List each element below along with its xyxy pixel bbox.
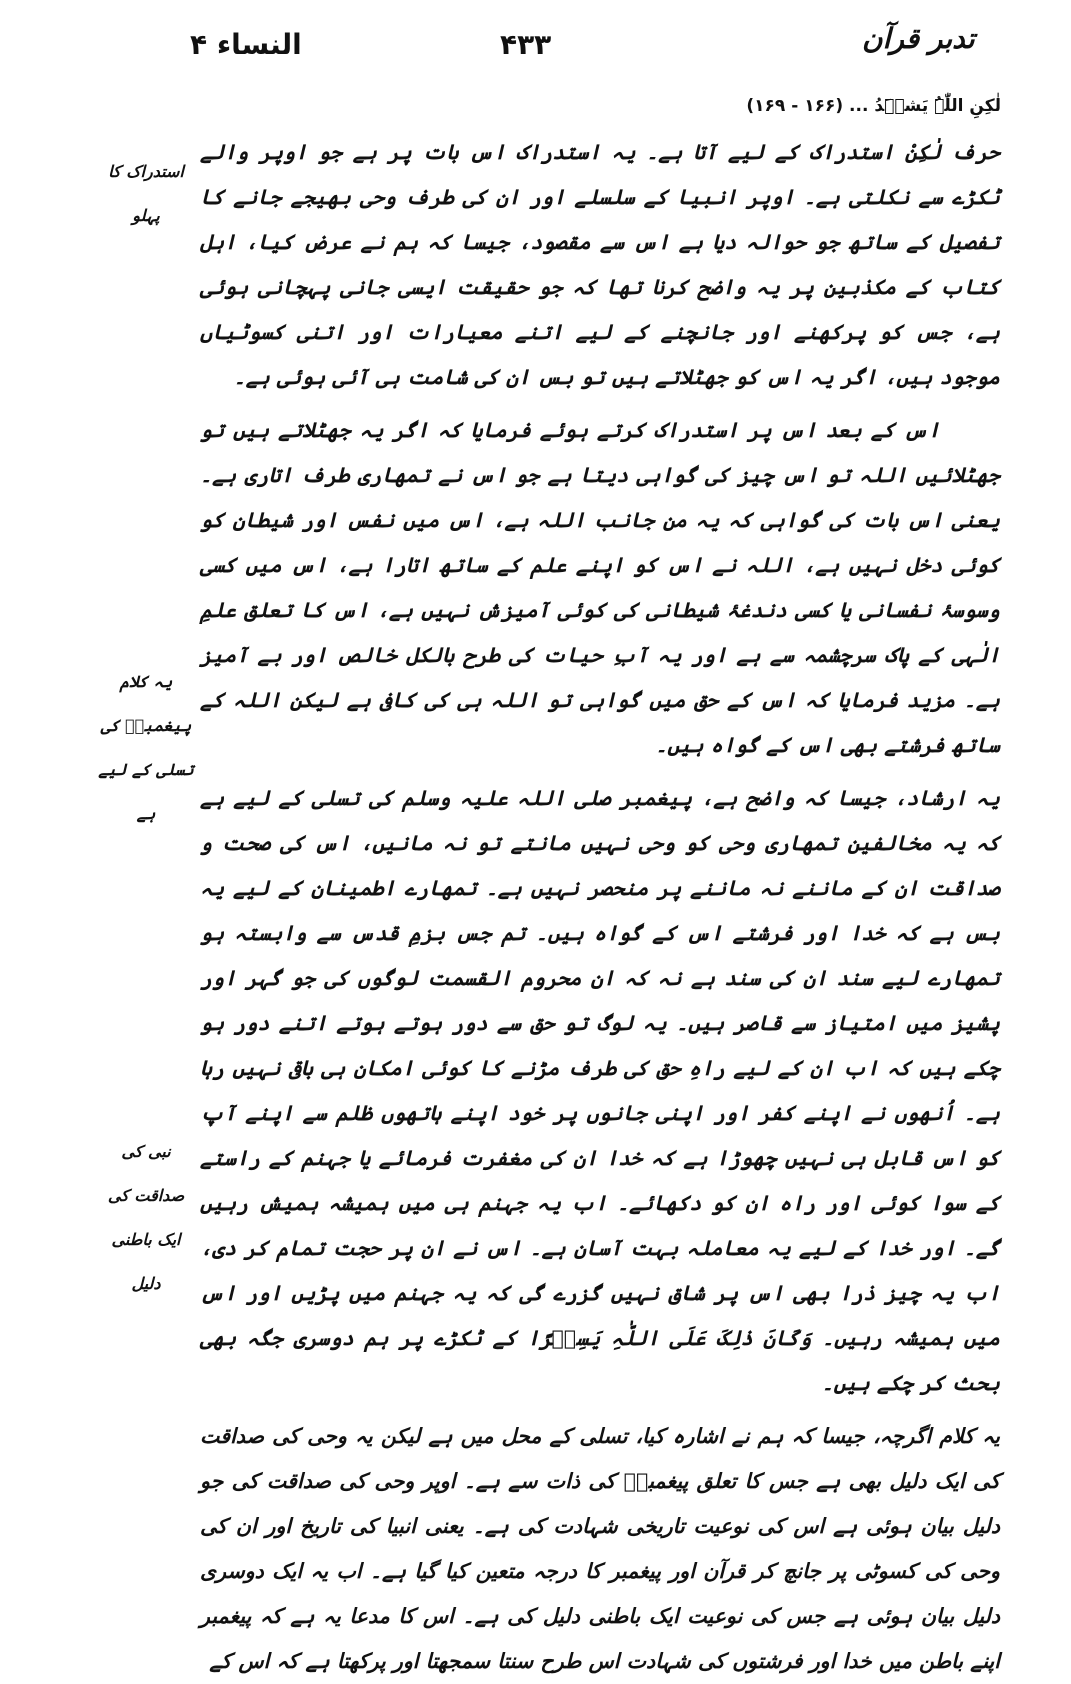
margin-note: نبی کی صداقت کی ایک باطنی دلیل — [107, 1142, 185, 1293]
surah-name: النساء ۴ — [190, 28, 302, 61]
margin-note: یہ کلام پیغمبرؐ کی تسلی کے لیے ہے — [98, 672, 194, 823]
paragraph: اس کے بعد اس پر استدراک کرتے ہوئے فرمایا کہ اگر یہ جھٹلاتے ہیں تو جھٹلائیں اللہ تو اس چیز کی گواہی دیتا ہے جو اس نے تمھاری طرف اتاری ہے۔ یعنی اس بات کی گواہی کہ یہ من جانب اللہ ہے، اس میں نفس اور شیطان کو کوئی دخل نہیں ہے، اللہ نے اس کو اپنے علم کے ساتھ اتارا ہے، اس میں کسی وسوسۂ نفسانی یا کسی دندغۂ شیطانی کی کوئی آمیزش نہیں ہے، اس کا تعلق علمِ الٰہی کے پاک سرچشمہ سے ہے اور یہ آبِ حیات کی طرح بالکل خالص اور بے آمیز ہے۔ مزید فرمایا کہ اس کے حق میں گواہی تو اللہ ہی کی کافی ہے لیکن اللہ کے ساتھ فرشتے بھی اس کے گواہ ہیں۔ — [200, 418, 1000, 757]
book-title: تدبر قرآن — [862, 22, 975, 55]
page-header — [0, 18, 1071, 78]
page-number: ۴۳۳ — [500, 28, 552, 61]
margin-note: استدراک کا پہلو — [108, 162, 184, 225]
paragraph: حرف لٰکِنْ استدراک کے لیے آتا ہے۔ یہ استدراک اس بات پر ہے جو اوپر والے ٹکڑے سے نکلتی ہے۔ اوپر انبیا کے سلسلے اور ان کی طرف وحی بھیجے جانے کا تفصیل کے ساتھ جو حوالہ دیا ہے اس سے مقصود، جیسا کہ ہم نے عرض کیا، اہل کتاب کے مکذبین پر یہ واضح کرنا تھا کہ جو حقیقت ایسی جانی پہچانی ہوئی ہے، جس کو پرکھنے اور جانچنے کے لیے اتنے معیارات اور اتنی کسوٹیاں موجود ہیں، اگر یہ اس کو جھٹلاتے ہیں تو بس ان کی شامت ہی آئی ہوئی ہے۔ — [200, 140, 1000, 389]
section-reference: لٰکِنِ اللّٰہُ یَشۡہَدُ ... (۱۶۶ - ۱۶۹) — [746, 96, 1001, 116]
paragraph: یہ ارشاد، جیسا کہ واضح ہے، پیغمبر صلی اللہ علیہ وسلم کی تسلی کے لیے ہے کہ یہ مخالفین تمھاری وحی کو وحی نہیں مانتے تو نہ مانیں، اس کی صحت و صداقت ان کے ماننے نہ ماننے پر منحصر نہیں ہے۔ تمھارے اطمینان کے لیے یہ بس ہے کہ خدا اور فرشتے اس کے گواہ ہیں۔ تم جس بزمِ قدس سے وابستہ ہو تمھارے لیے سند ان کی سند ہے نہ کہ ان محروم القسمت لوگوں کی جو گہر اور پشیز میں امتیاز سے قاصر ہیں۔ یہ لوگ تو حق سے دور ہوتے ہوتے اتنے دور ہو چکے ہیں کہ اب ان کے لیے راہِ حق کی طرف مڑنے کا کوئی امکان ہی باقی نہیں رہا ہے۔ اُنھوں نے اپنے کفر اور اپنی جانوں پر خود اپنے ہاتھوں ظلم سے اپنے آپ کو اس قابل ہی نہیں چھوڑا ہے کہ خدا ان کی مغفرت فرمائے یا جہنم کے راستے کے سوا کوئی اور راہ ان کو دکھائے۔ اب یہ جہنم ہی میں ہمیشہ ہمیش رہیں گے۔ اور خدا کے لیے یہ معاملہ بہت آسان ہے۔ اس نے ان پر حجت تمام کر دی، اب یہ چیز ذرا بھی اس پر شاق نہیں گزرے گی کہ یہ جہنم میں پڑیں اور اس میں ہمیشہ رہیں۔ وَکَانَ ذٰلِکَ عَلَی اللّٰہِ یَسِیۡرًا کے ٹکڑے پر ہم دوسری جگہ بھی بحث کر چکے ہیں۔ — [200, 786, 1000, 1395]
commentary-body — [200, 130, 1000, 1684]
paragraph: یہ کلام اگرچہ، جیسا کہ ہم نے اشارہ کیا، تسلی کے محل میں ہے لیکن یہ وحی کی صداقت کی ایک دلیل بھی ہے جس کا تعلق پیغمبرؐ کی ذات سے ہے۔ اوپر وحی کی صداقت کی جو دلیل بیان ہوئی ہے اس کی نوعیت تاریخی شہادت کی ہے۔ یعنی انبیا کی تاریخ اور ان کی وحی کی کسوٹی پر جانچ کر قرآن اور پیغمبر کا درجہ متعین کیا گیا ہے۔ اب یہ ایک دوسری دلیل بیان ہوئی ہے جس کی نوعیت ایک باطنی دلیل کی ہے۔ اس کا مدعا یہ ہے کہ پیغمبر اپنے باطن میں خدا اور فرشتوں کی شہادت اس طرح سنتا سمجھتا اور پرکھتا ہے کہ اس کے — [200, 1424, 1000, 1673]
